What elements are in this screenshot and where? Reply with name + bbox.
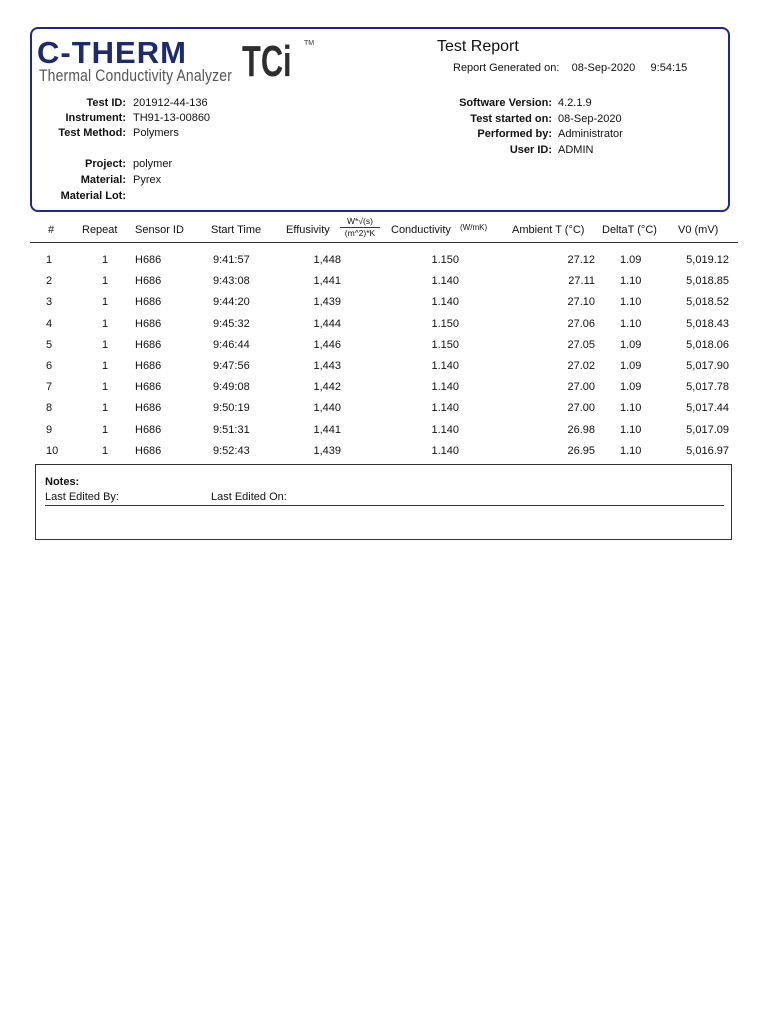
row-start-time: 9:44:20 xyxy=(213,296,250,309)
row-sensor-id: H686 xyxy=(135,317,162,330)
effusivity-unit xyxy=(340,216,380,239)
row-conductivity: 1.140 xyxy=(431,275,459,288)
row-repeat: 1 xyxy=(102,444,109,457)
row-v0: 5,017.90 xyxy=(686,360,729,372)
info-label: Performed by: xyxy=(477,128,552,140)
table-header xyxy=(30,216,738,243)
row-v0: 5,018.85 xyxy=(686,275,729,288)
row-v0: 5,016.97 xyxy=(686,444,729,457)
row-delta-t: 1.09 xyxy=(620,338,642,351)
table-row xyxy=(30,398,738,419)
conductivity-unit: (W/mK) xyxy=(460,223,488,232)
row-repeat: 1 xyxy=(102,402,109,415)
col-effusivity: Effusivity xyxy=(286,224,330,236)
table-row xyxy=(30,292,738,313)
row-effusivity: 1,441 xyxy=(313,275,341,288)
row-ambient-t: 27.11 xyxy=(568,275,595,288)
info-value: 4.2.1.9 xyxy=(558,97,592,109)
row-v0: 5,017.09 xyxy=(686,423,729,436)
report-generated-time: 9:54:15 xyxy=(650,62,688,74)
info-label: Software Version: xyxy=(459,97,552,109)
col-delta-t: DeltaT (°C) xyxy=(602,224,657,236)
info-value: Administrator xyxy=(558,128,623,140)
row-num: 7 xyxy=(46,381,53,394)
row-start-time: 9:49:08 xyxy=(213,381,250,394)
row-delta-t: 1.09 xyxy=(620,381,642,394)
row-ambient-t: 27.00 xyxy=(567,381,595,394)
row-effusivity: 1,441 xyxy=(313,423,341,436)
report-title: Test Report xyxy=(437,38,519,55)
row-repeat: 1 xyxy=(102,381,109,394)
row-effusivity: 1,443 xyxy=(313,360,341,372)
row-conductivity: 1.140 xyxy=(431,423,459,436)
report-generated-date: 08-Sep-2020 xyxy=(571,62,636,74)
table-row xyxy=(30,335,738,356)
info-value: ADMIN xyxy=(558,144,594,156)
row-conductivity: 1.140 xyxy=(431,381,459,394)
logo-trademark: TM xyxy=(304,40,315,47)
row-sensor-id: H686 xyxy=(135,444,162,457)
info-label: User ID: xyxy=(509,144,552,156)
row-repeat: 1 xyxy=(102,360,109,372)
notes-divider xyxy=(45,505,724,506)
row-ambient-t: 27.12 xyxy=(567,254,595,266)
row-v0: 5,018.43 xyxy=(686,317,729,330)
row-delta-t: 1.09 xyxy=(620,254,642,266)
last-edited-by: Last Edited By: xyxy=(45,491,119,503)
table-row xyxy=(30,420,738,441)
row-sensor-id: H686 xyxy=(135,402,162,415)
notes-title: Notes: xyxy=(45,476,80,488)
row-start-time: 9:43:08 xyxy=(213,275,250,288)
row-repeat: 1 xyxy=(102,254,109,266)
col-start-time: Start Time xyxy=(211,224,262,236)
report-generated-label: Report Generated on: xyxy=(453,62,560,74)
row-effusivity: 1,439 xyxy=(313,444,341,457)
row-effusivity: 1,444 xyxy=(313,317,341,330)
row-start-time: 9:50:19 xyxy=(213,402,250,415)
row-v0: 5,017.44 xyxy=(686,402,729,415)
row-repeat: 1 xyxy=(102,275,109,288)
row-delta-t: 1.09 xyxy=(620,360,642,372)
row-v0: 5,018.52 xyxy=(686,296,729,309)
row-delta-t: 1.10 xyxy=(620,423,642,436)
row-num: 1 xyxy=(46,254,53,266)
info-label: Test started on: xyxy=(470,113,552,125)
row-delta-t: 1.10 xyxy=(620,444,642,457)
info-value: 08-Sep-2020 xyxy=(558,113,622,125)
table-row xyxy=(30,441,738,462)
row-sensor-id: H686 xyxy=(135,275,162,288)
table-row xyxy=(30,271,738,292)
col-conductivity: Conductivity xyxy=(391,224,451,236)
row-effusivity: 1,442 xyxy=(313,381,341,394)
row-num: 2 xyxy=(46,275,53,288)
row-ambient-t: 27.00 xyxy=(567,402,595,415)
row-repeat: 1 xyxy=(102,423,109,436)
logo-product: TCi xyxy=(242,37,292,86)
table-row xyxy=(30,250,738,271)
row-conductivity: 1.140 xyxy=(431,444,459,457)
row-num: 9 xyxy=(46,423,53,436)
row-repeat: 1 xyxy=(102,296,109,309)
row-effusivity: 1,446 xyxy=(313,338,341,351)
row-delta-t: 1.10 xyxy=(620,296,642,309)
table-row xyxy=(30,377,738,398)
row-v0: 5,018.06 xyxy=(686,338,729,351)
row-conductivity: 1.150 xyxy=(431,254,459,266)
row-num: 10 xyxy=(46,444,59,457)
row-start-time: 9:46:44 xyxy=(213,338,250,351)
row-ambient-t: 26.98 xyxy=(567,423,595,436)
row-start-time: 9:47:56 xyxy=(213,360,250,372)
info-value: Pyrex xyxy=(133,174,162,186)
report-generated xyxy=(453,62,687,74)
logo-brand: C-THERM xyxy=(37,35,187,70)
row-v0: 5,019.12 xyxy=(686,254,729,266)
row-num: 4 xyxy=(46,317,53,330)
row-delta-t: 1.10 xyxy=(620,402,642,415)
row-start-time: 9:51:31 xyxy=(213,423,250,436)
info-label: Material Lot: xyxy=(60,190,126,202)
effusivity-unit-denominator: (m^2)*K xyxy=(344,228,376,238)
row-repeat: 1 xyxy=(102,338,109,351)
row-num: 3 xyxy=(46,296,53,309)
row-start-time: 9:45:32 xyxy=(213,317,250,330)
col-repeat: Repeat xyxy=(82,224,118,236)
last-edited-on: Last Edited On: xyxy=(211,491,287,503)
row-sensor-id: H686 xyxy=(135,423,162,436)
info-value: polymer xyxy=(133,158,173,170)
row-effusivity: 1,439 xyxy=(313,296,341,309)
info-label: Instrument: xyxy=(65,112,126,124)
row-sensor-id: H686 xyxy=(135,296,162,309)
row-sensor-id: H686 xyxy=(135,360,162,372)
table-row xyxy=(30,356,738,377)
info-label: Material: xyxy=(80,174,126,186)
row-sensor-id: H686 xyxy=(135,381,162,394)
notes-box xyxy=(35,464,732,540)
info-value: 201912-44-136 xyxy=(133,97,208,109)
row-num: 5 xyxy=(46,338,53,351)
row-conductivity: 1.140 xyxy=(431,360,459,372)
row-ambient-t: 27.05 xyxy=(567,338,595,351)
row-v0: 5,017.78 xyxy=(686,381,729,394)
row-conductivity: 1.150 xyxy=(431,317,459,330)
row-ambient-t: 26.95 xyxy=(567,444,595,457)
row-num: 6 xyxy=(46,360,53,372)
row-effusivity: 1,440 xyxy=(313,402,341,415)
row-delta-t: 1.10 xyxy=(620,275,642,288)
row-sensor-id: H686 xyxy=(135,338,162,351)
row-ambient-t: 27.06 xyxy=(567,317,595,330)
row-conductivity: 1.140 xyxy=(431,296,459,309)
row-start-time: 9:52:43 xyxy=(213,444,250,457)
col-num: # xyxy=(48,224,55,236)
row-conductivity: 1.150 xyxy=(431,338,459,351)
col-v0: V0 (mV) xyxy=(678,224,719,236)
row-ambient-t: 27.02 xyxy=(567,360,595,372)
col-sensor-id: Sensor ID xyxy=(135,224,184,236)
row-ambient-t: 27.10 xyxy=(567,296,595,309)
info-label: Project: xyxy=(85,158,126,170)
row-sensor-id: H686 xyxy=(135,254,162,266)
row-num: 8 xyxy=(46,402,53,415)
info-label: Test Method: xyxy=(58,127,126,139)
c-therm-logo xyxy=(37,36,317,92)
info-value: TH91-13-00860 xyxy=(133,112,211,124)
logo-subtitle: Thermal Conductivity Analyzer xyxy=(39,66,233,85)
row-effusivity: 1,448 xyxy=(313,254,341,266)
table-row xyxy=(30,314,738,335)
row-start-time: 9:41:57 xyxy=(213,254,250,266)
col-ambient-t: Ambient T (°C) xyxy=(512,224,585,236)
info-value: Polymers xyxy=(133,127,179,139)
row-conductivity: 1.140 xyxy=(431,402,459,415)
info-label: Test ID: xyxy=(86,97,126,109)
effusivity-unit-numerator: W*√(s) xyxy=(340,216,380,228)
row-repeat: 1 xyxy=(102,317,109,330)
row-delta-t: 1.10 xyxy=(620,317,642,330)
